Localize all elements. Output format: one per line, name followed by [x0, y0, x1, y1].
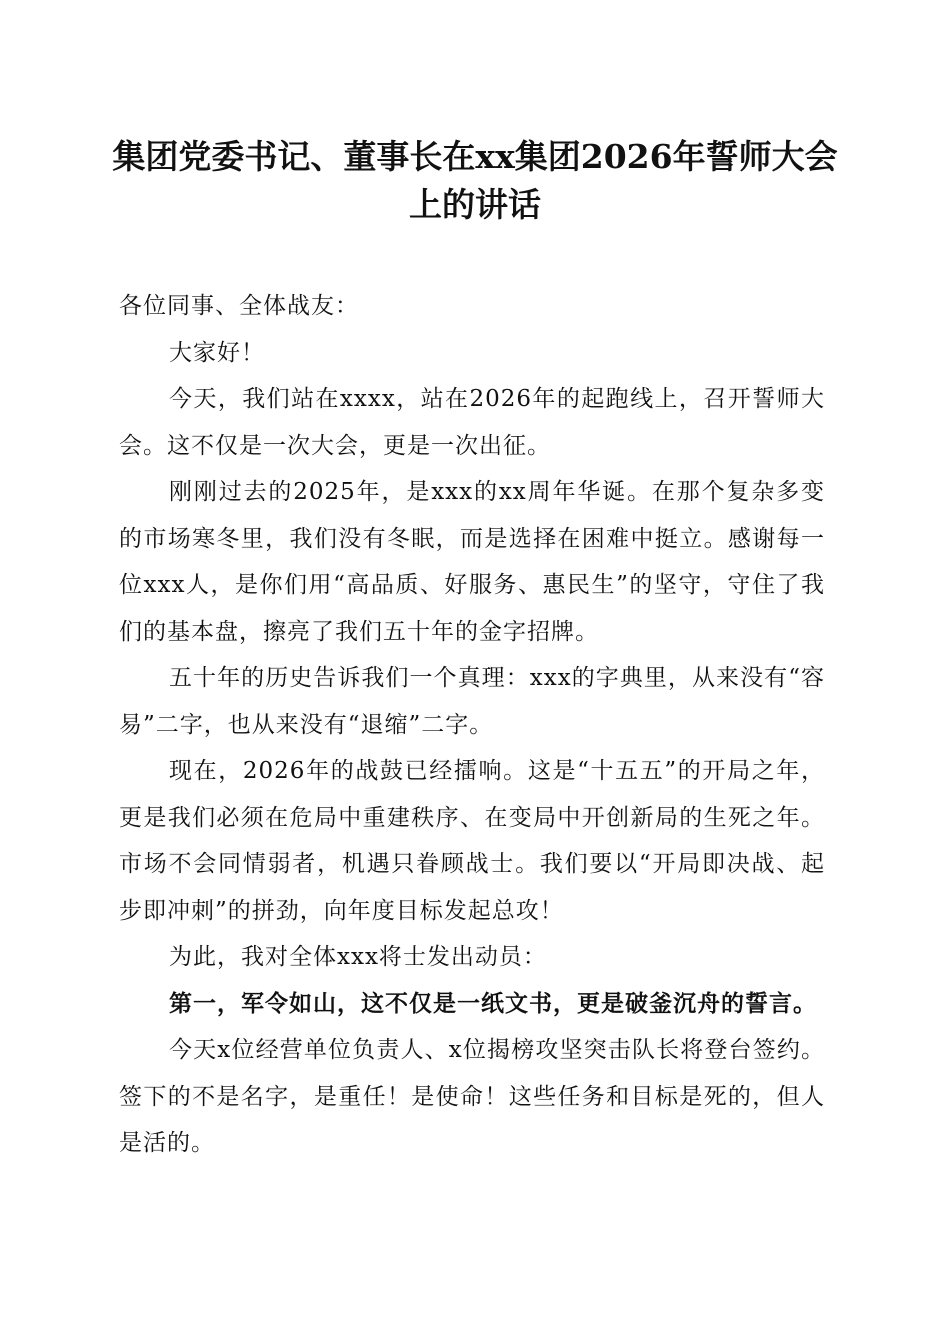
salutation: 各位同事、全体战友： [119, 293, 359, 319]
paragraph-greeting: 大家好！ [169, 339, 265, 366]
speech-body [119, 283, 825, 1167]
paragraph-history: 五十年的历史告诉我们一个真理：xxx的字典里，从来没有“容易”二字，也从来没有“退缩”二字。 [119, 665, 825, 738]
paragraph-review-2025: 刚刚过去的2025年，是xxx的xx周年华诞。在那个复杂多变的市场寒冬里，我们没有冬眠，而是选择在困难中挺立。感谢每一位xxx人，是你们用“高品质、好服务、惠民生”的坚守，守住了我们的基本盘，擦亮了我们五十年的金字招牌。 [119, 479, 825, 645]
paragraph-mobilization: 为此，我对全体xxx将士发出动员： [169, 944, 547, 970]
paragraph-opening: 今天，我们站在xxxx，站在2026年的起跑线上，召开誓师大会。这不仅是一次大会，更是一次出征。 [119, 386, 825, 459]
document-title: 集团党委书记、董事长在xx集团2026年誓师大会上的讲话 [112, 137, 838, 224]
paragraph-2026: 现在，2026年的战鼓已经擂响。这是“十五五”的开局之年，更是我们必须在危局中重建秩序、在变局中开创新局的生死之年。市场不会同情弱者，机遇只眷顾战士。我们要以“开局即决战、起步即冲刺”的拼劲，向年度目标发起总攻！ [119, 758, 825, 924]
paragraph-signing: 今天x位经营单位负责人、x位揭榜攻坚突击队长将登台签约。签下的不是名字，是重任！是使命！这些任务和目标是死的，但人是活的。 [119, 1037, 825, 1156]
paragraph-point-one: 第一，军令如山，这不仅是一纸文书，更是破釜沉舟的誓言。 [169, 989, 817, 1017]
